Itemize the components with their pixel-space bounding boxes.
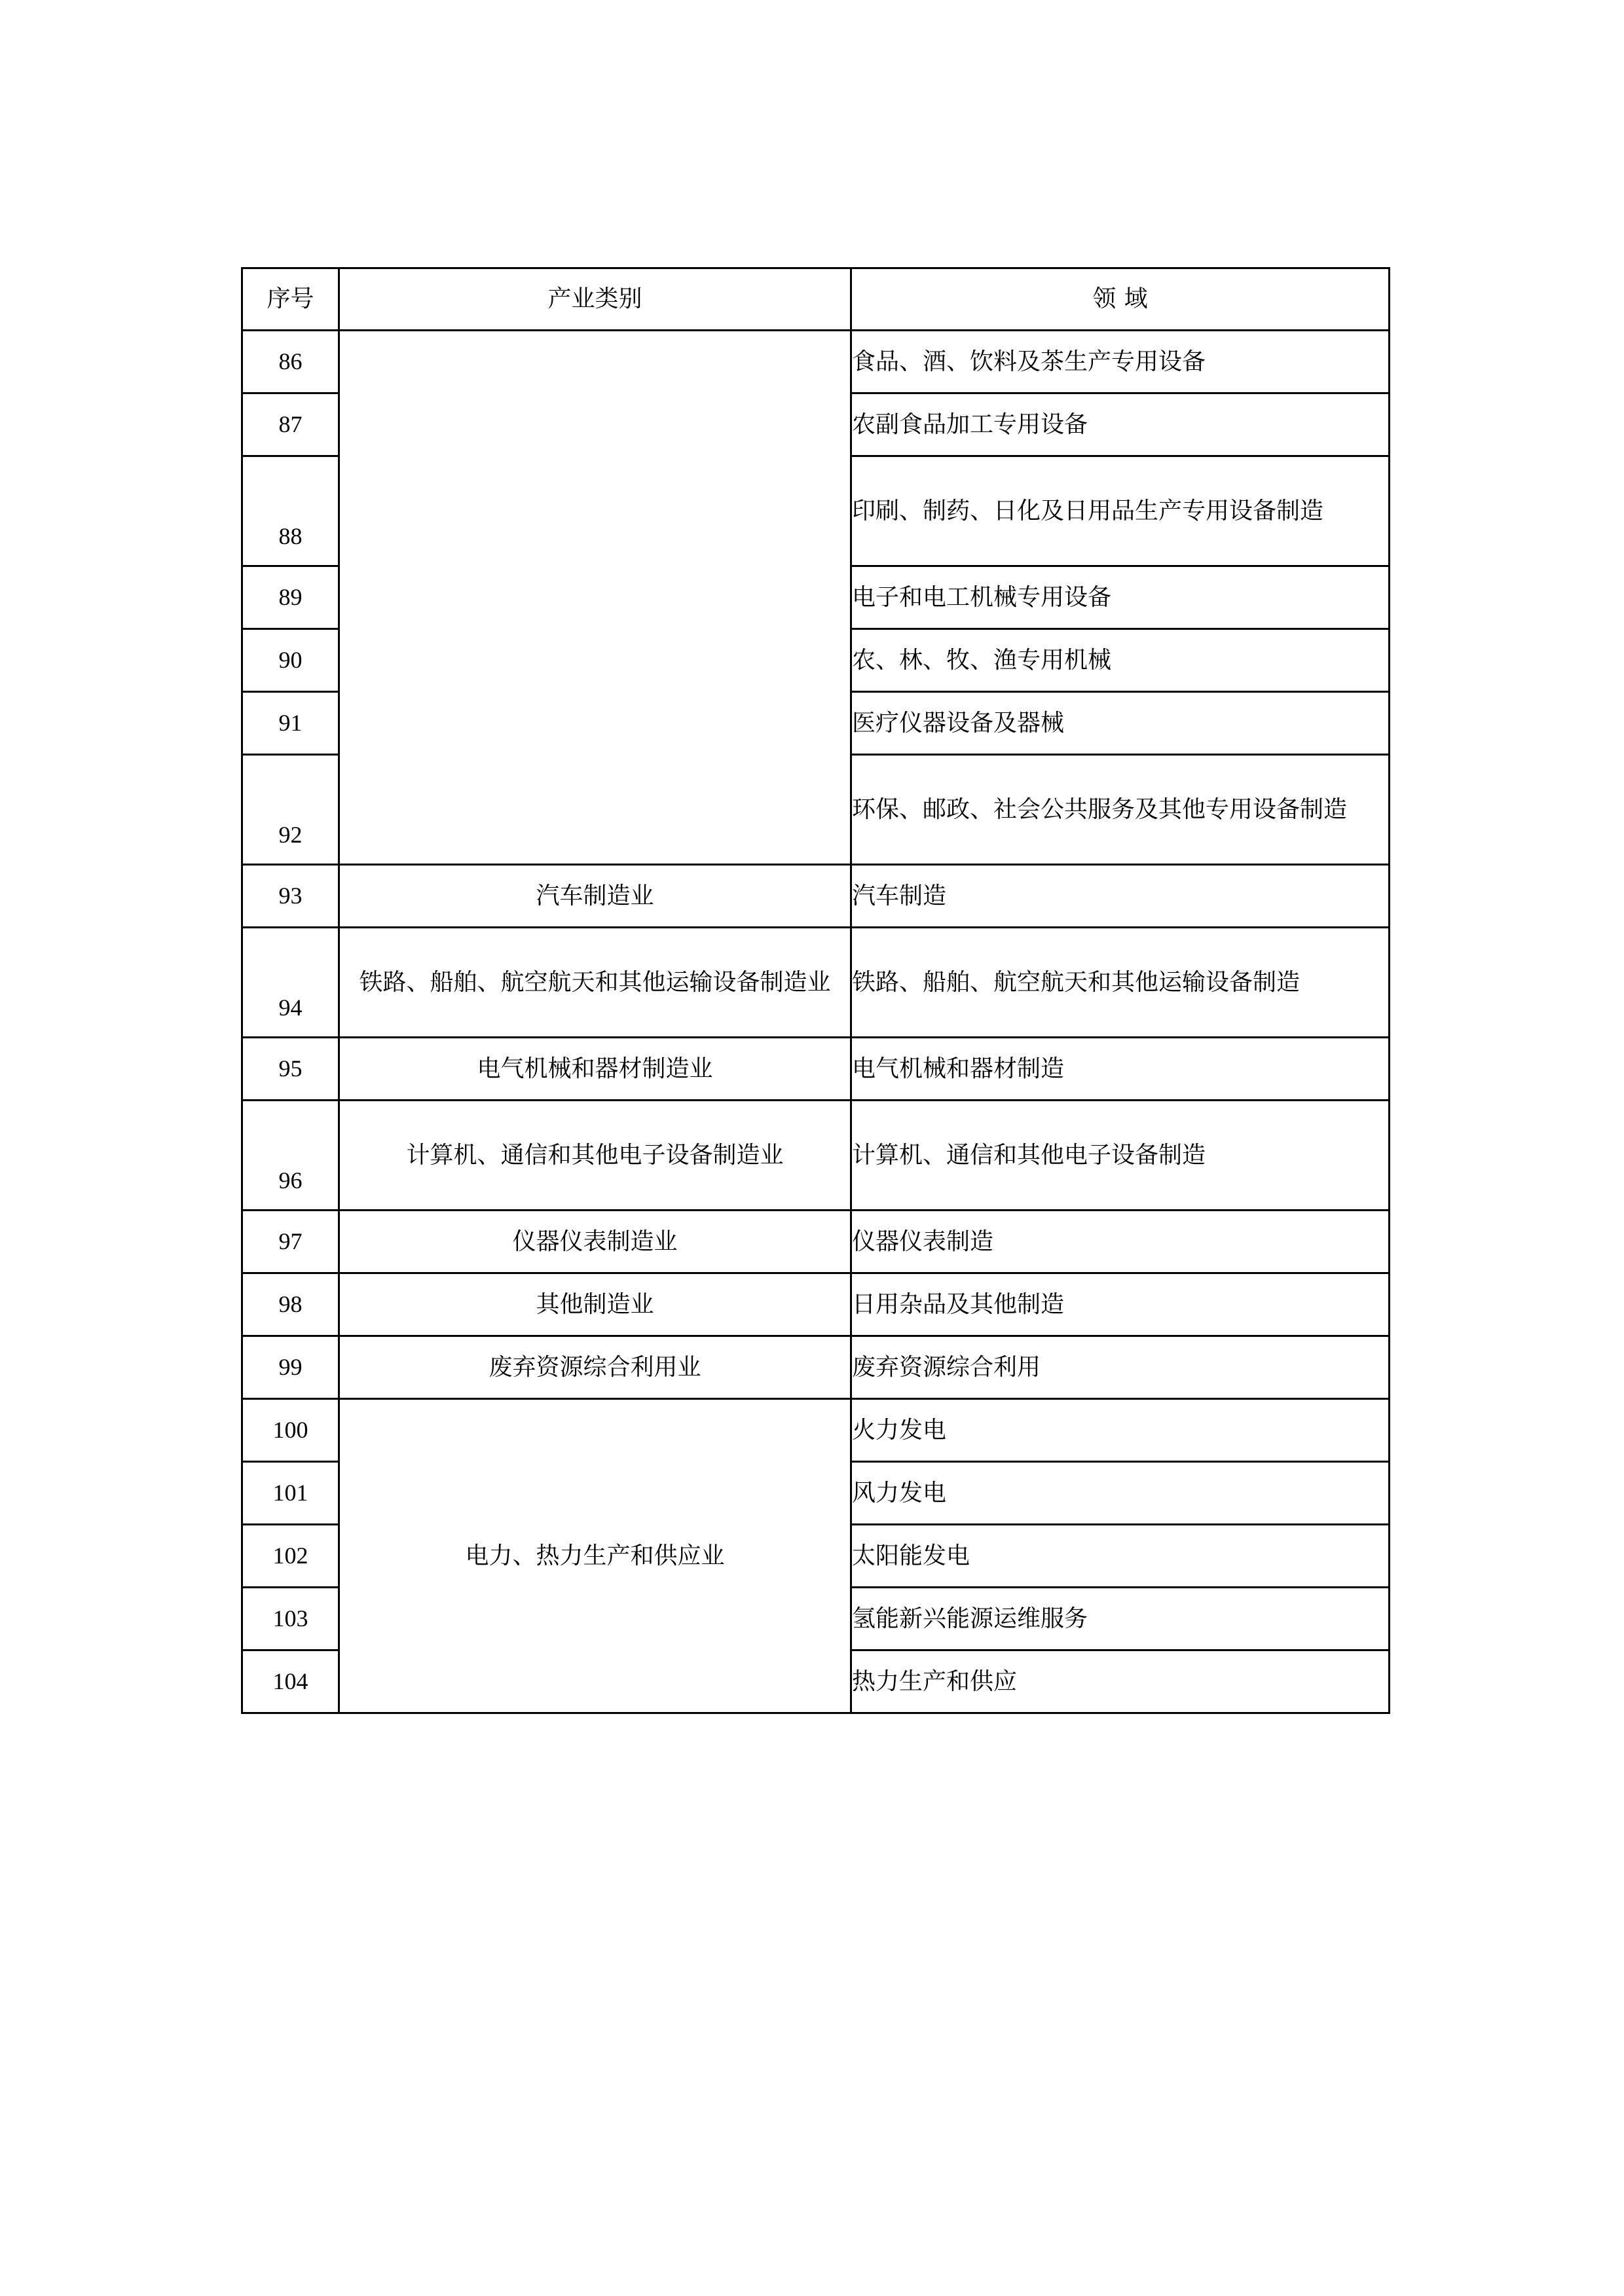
row-no: 87	[242, 393, 339, 456]
row-no: 86	[242, 331, 339, 393]
row-no: 101	[242, 1462, 339, 1525]
column-header-no: 序号	[242, 268, 339, 331]
row-field: 农副食品加工专用设备	[851, 393, 1390, 456]
row-field: 日用杂品及其他制造	[851, 1273, 1390, 1336]
row-no: 97	[242, 1211, 339, 1273]
table-row	[242, 1101, 1390, 1211]
table-row	[242, 865, 1390, 928]
column-header-field: 领域	[851, 268, 1390, 331]
table-header-row	[242, 268, 1390, 331]
row-no: 92	[242, 755, 339, 865]
table-row	[242, 1399, 1390, 1462]
row-field: 环保、邮政、社会公共服务及其他专用设备制造	[851, 755, 1390, 865]
row-category-merged-special-equipment	[339, 331, 851, 865]
table-row	[242, 331, 1390, 393]
table-row	[242, 1211, 1390, 1273]
table-row	[242, 1336, 1390, 1399]
row-no: 96	[242, 1101, 339, 1211]
row-field: 氢能新兴能源运维服务	[851, 1588, 1390, 1650]
row-no: 90	[242, 629, 339, 692]
table-row	[242, 1038, 1390, 1101]
row-field: 电子和电工机械专用设备	[851, 566, 1390, 629]
row-no: 94	[242, 928, 339, 1038]
row-field: 印刷、制药、日化及日用品生产专用设备制造	[851, 456, 1390, 566]
row-no: 98	[242, 1273, 339, 1336]
row-field: 医疗仪器设备及器械	[851, 692, 1390, 755]
industry-category-table	[241, 267, 1390, 1714]
row-field: 热力生产和供应	[851, 1650, 1390, 1713]
row-no: 88	[242, 456, 339, 566]
row-no: 89	[242, 566, 339, 629]
row-no: 104	[242, 1650, 339, 1713]
row-field: 废弃资源综合利用	[851, 1336, 1390, 1399]
row-field: 太阳能发电	[851, 1525, 1390, 1588]
table-row	[242, 1273, 1390, 1336]
row-no: 103	[242, 1588, 339, 1650]
row-category: 仪器仪表制造业	[339, 1211, 851, 1273]
row-no: 99	[242, 1336, 339, 1399]
row-field: 铁路、船舶、航空航天和其他运输设备制造	[851, 928, 1390, 1038]
row-category: 废弃资源综合利用业	[339, 1336, 851, 1399]
table-row	[242, 928, 1390, 1038]
row-field: 汽车制造	[851, 865, 1390, 928]
row-no: 102	[242, 1525, 339, 1588]
row-field: 火力发电	[851, 1399, 1390, 1462]
row-field: 农、林、牧、渔专用机械	[851, 629, 1390, 692]
row-no: 100	[242, 1399, 339, 1462]
column-header-category: 产业类别	[339, 268, 851, 331]
row-category: 计算机、通信和其他电子设备制造业	[339, 1101, 851, 1211]
row-field: 风力发电	[851, 1462, 1390, 1525]
row-category: 汽车制造业	[339, 865, 851, 928]
row-category: 电气机械和器材制造业	[339, 1038, 851, 1101]
row-no: 91	[242, 692, 339, 755]
row-field: 计算机、通信和其他电子设备制造	[851, 1101, 1390, 1211]
row-category-merged-power: 电力、热力生产和供应业	[339, 1399, 851, 1713]
industry-category-table-wrapper	[241, 267, 1388, 1714]
row-category: 铁路、船舶、航空航天和其他运输设备制造业	[339, 928, 851, 1038]
row-field: 仪器仪表制造	[851, 1211, 1390, 1273]
row-field: 电气机械和器材制造	[851, 1038, 1390, 1101]
row-category: 其他制造业	[339, 1273, 851, 1336]
row-no: 93	[242, 865, 339, 928]
row-no: 95	[242, 1038, 339, 1101]
row-field: 食品、酒、饮料及茶生产专用设备	[851, 331, 1390, 393]
